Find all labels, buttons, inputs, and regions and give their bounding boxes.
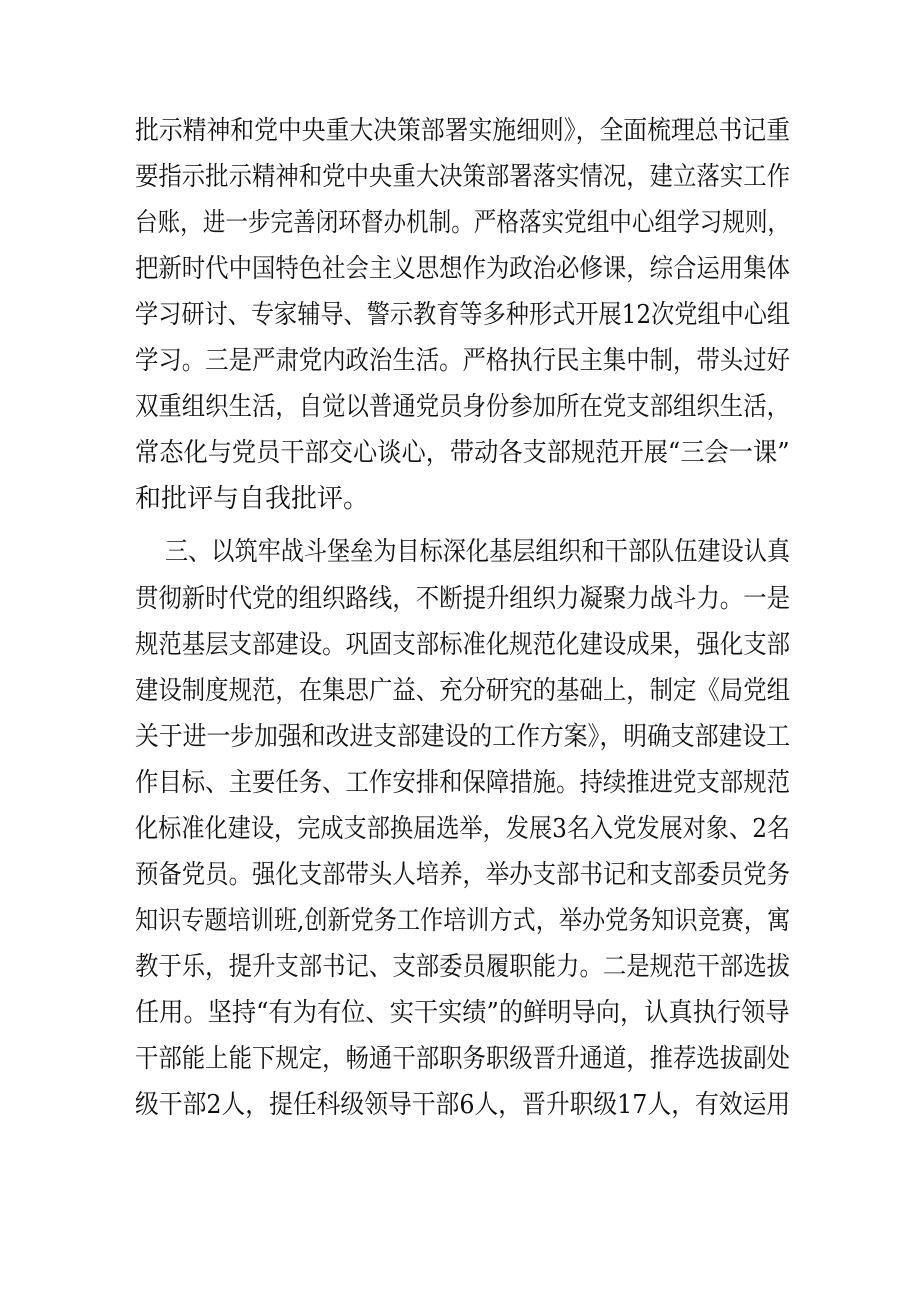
text-line: 批示精神和党中央重大决策部署实施细则》，全面梳理总书记重 [135, 116, 791, 146]
text-line: 级干部2人，提任科级领导干部6人，晋升职级17人，有效运用 [135, 1090, 791, 1120]
text-line: 教于乐，提升支部书记、支部委员履职能力。二是规范干部选拔 [135, 952, 790, 982]
text-line: 常态化与党员干部交心谈心，带动各支部规范开展“三会一课” [135, 438, 790, 468]
text-line: 关于进一步加强和改进支部建设的工作方案》，明确支部建设工 [135, 722, 791, 752]
text-line: 学习研讨、专家辅导、警示教育等多种形式开展12次党组中心组 [135, 300, 791, 330]
text-line: 学习。三是严肃党内政治生活。严格执行民主集中制，带头过好 [135, 346, 790, 376]
paragraph-first-line: 三、以筑牢战斗堡垒为目标深化基层组织和干部队伍建设认真 [165, 537, 791, 567]
text-line: 和批评与自我批评。 [135, 484, 370, 514]
text-line: 台账，进一步完善闭环督办机制。严格落实党组中心组学习规则， [135, 208, 791, 238]
text-line: 把新时代中国特色社会主义思想作为政治必修课，综合运用集体 [135, 254, 790, 284]
text-line: 贯彻新时代党的组织路线，不断提升组织力凝聚力战斗力。一是 [135, 584, 790, 614]
text-line: 双重组织生活，自觉以普通党员身份参加所在党支部组织生活， [135, 392, 790, 422]
text-line: 干部能上能下规定，畅通干部职务职级晋升通道，推荐选拔副处 [135, 1044, 790, 1074]
text-line: 预备党员。强化支部带头人培养，举办支部书记和支部委员党务 [135, 860, 790, 890]
text-line: 化标准化建设，完成支部换届选举，发展3名入党发展对象、2名 [135, 814, 791, 844]
text-line: 规范基层支部建设。巩固支部标准化规范化建设成果，强化支部 [135, 630, 790, 660]
text-line: 建设制度规范，在集思广益、充分研究的基础上，制定《局党组 [135, 676, 790, 706]
text-line: 任用。坚持“有为有位、实干实绩”的鲜明导向，认真执行领导 [135, 998, 790, 1028]
text-line: 知识专题培训班,创新党务工作培训方式，举办党务知识竞赛，寓 [135, 906, 791, 936]
text-line: 作目标、主要任务、工作安排和保障措施。持续推进党支部规范 [135, 768, 790, 798]
text-line: 要指示批示精神和党中央重大决策部署落实情况，建立落实工作 [135, 162, 790, 192]
